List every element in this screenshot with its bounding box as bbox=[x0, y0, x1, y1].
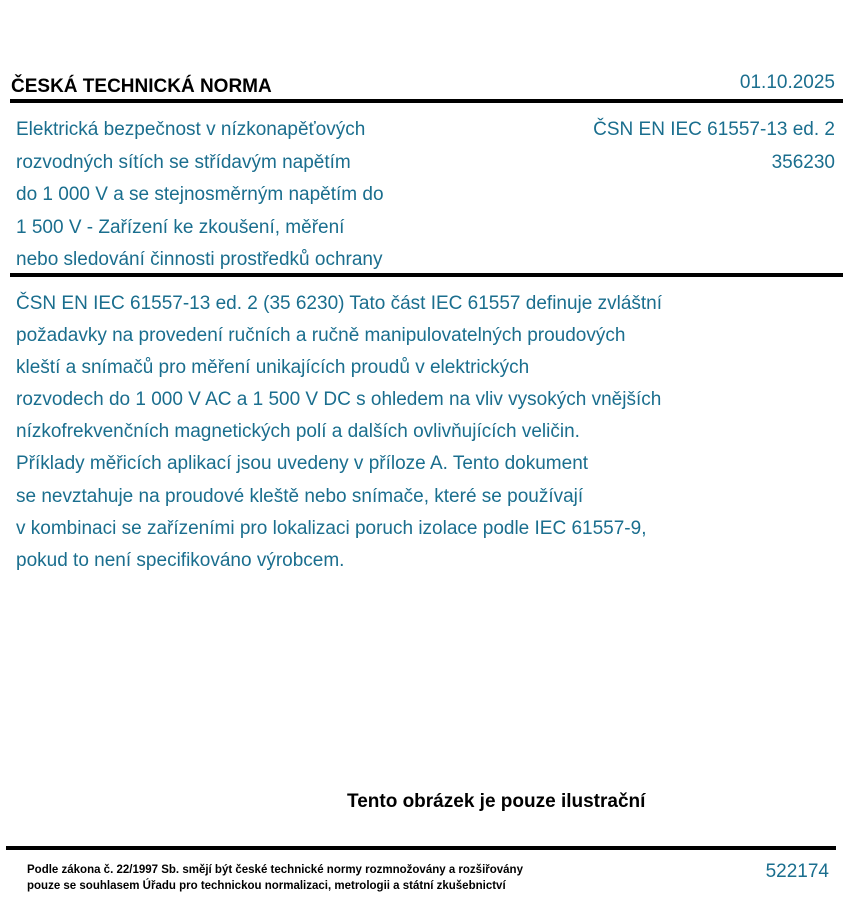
footer-divider bbox=[6, 846, 836, 850]
abstract-line: ČSN EN IEC 61557-13 ed. 2 (35 6230) Tato část IEC 61557 definuje zvláštní bbox=[16, 293, 663, 314]
standard-title-line: do 1 000 V a se stejnosměrným napětím do bbox=[16, 184, 384, 205]
standard-title-line: nebo sledování činnosti prostředků ochrany bbox=[16, 249, 383, 270]
legal-notice-line: Podle zákona č. 22/1997 Sb. smějí být české technické normy rozmnožovány a rozšiřovány bbox=[27, 864, 523, 876]
standard-title bbox=[16, 114, 446, 277]
legal-notice bbox=[27, 862, 523, 894]
abstract-line: kleští a snímačů pro měření unikajících proudů v elektrických bbox=[16, 357, 530, 379]
abstract-line: nízkofrekvenčních magnetických polí a dalších ovlivňujících veličin. bbox=[16, 421, 580, 443]
standard-title-line: rozvodných sítích se střídavým napětím bbox=[16, 151, 351, 173]
abstract-line: pokud to není specifikováno výrobcem. bbox=[16, 549, 345, 571]
publication-date: 01.10.2025 bbox=[739, 72, 835, 93]
document-type-heading: ČESKÁ TECHNICKÁ NORMA bbox=[11, 76, 272, 97]
standard-identification bbox=[593, 114, 835, 179]
standard-title-line: Elektrická bezpečnost v nízkonapěťových bbox=[16, 119, 366, 140]
header-divider bbox=[10, 99, 843, 103]
classification-code: 356230 bbox=[771, 151, 835, 173]
standard-abstract bbox=[16, 288, 816, 577]
illustration-notice: Tento obrázek je pouze ilustrační bbox=[347, 791, 646, 812]
abstract-line: v kombinaci se zařízeními pro lokalizaci poruch izolace podle IEC 61557-9, bbox=[16, 517, 647, 539]
standard-designation: ČSN EN IEC 61557-13 ed. 2 bbox=[593, 119, 835, 140]
legal-notice-line: pouze se souhlasem Úřadu pro technickou normalizaci, metrologii a státní zkušebnictví bbox=[27, 880, 506, 892]
abstract-line: rozvodech do 1 000 V AC a 1 500 V DC s ohledem na vliv vysokých vnějších bbox=[16, 389, 662, 411]
title-divider bbox=[10, 273, 843, 277]
standard-title-line: 1 500 V - Zařízení ke zkoušení, měření bbox=[16, 216, 345, 238]
abstract-line: požadavky na provedení ručních a ručně manipulovatelných proudových bbox=[16, 325, 626, 347]
abstract-line: Příklady měřicích aplikací jsou uvedeny v příloze A. Tento dokument bbox=[16, 453, 589, 475]
abstract-line: se nevztahuje na proudové kleště nebo snímače, které se používají bbox=[16, 485, 584, 507]
catalog-number: 522174 bbox=[765, 861, 829, 882]
